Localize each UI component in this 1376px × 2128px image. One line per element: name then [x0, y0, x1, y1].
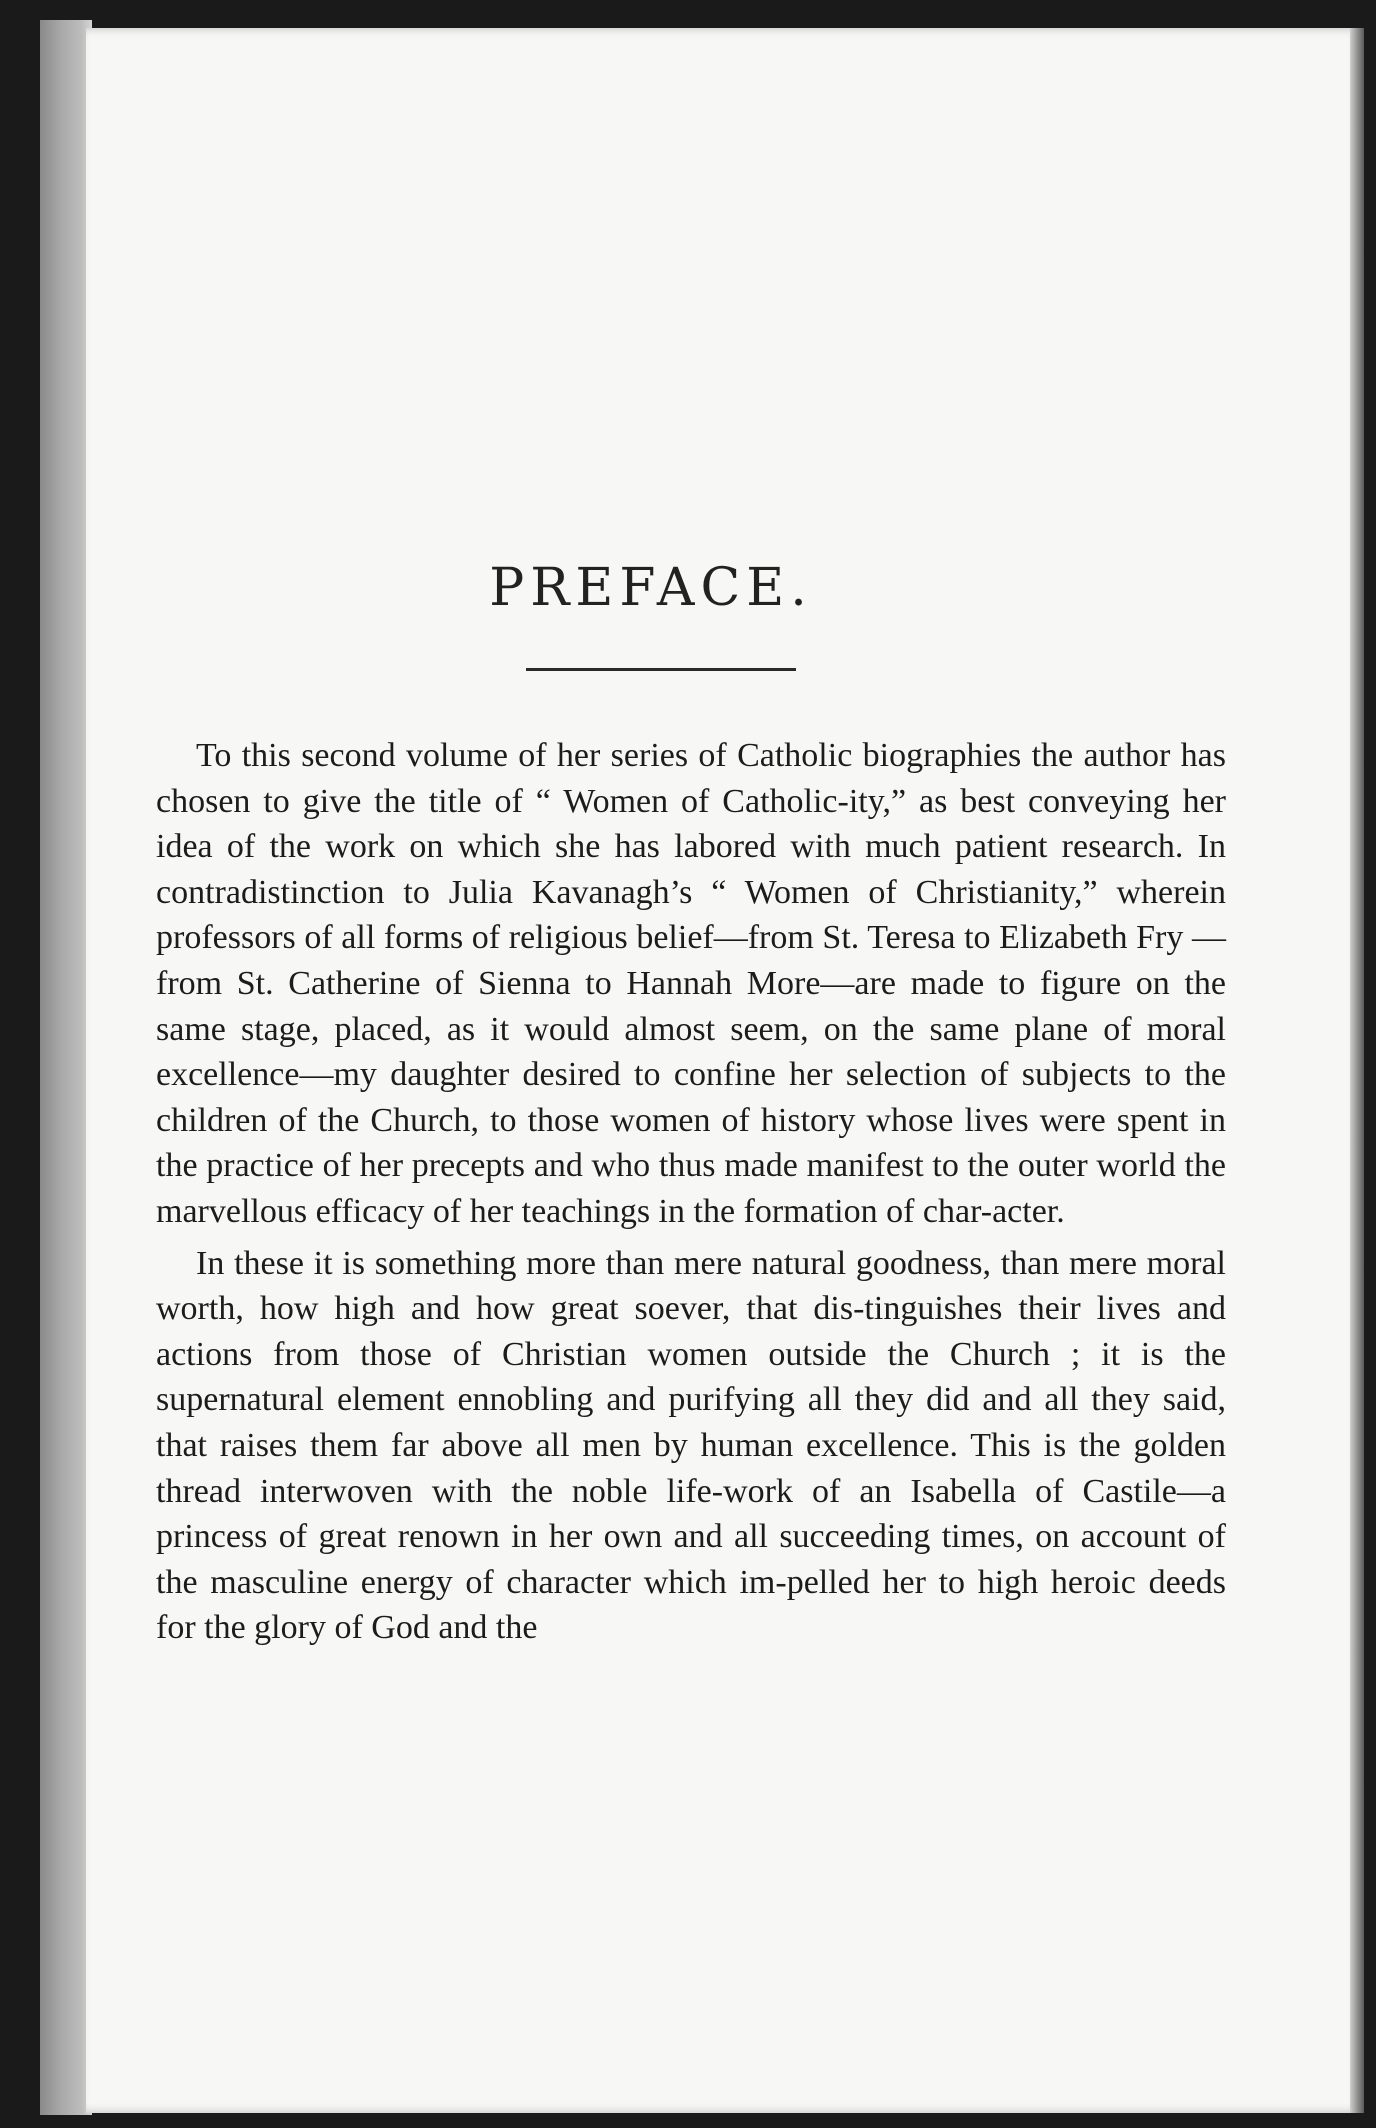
- title-divider: [526, 668, 796, 671]
- paragraph-1: To this second volume of her series of Catholic biographies the author has chosen to give the title of “ Women of Catholic-ity,” as best conveying her idea of the work on which she has labored with much patient research. In contradistinction to Julia Kavanagh’s “ Women of Christianity,” wherein professors of all forms of religious belief—from St. Teresa to Elizabeth Fry —from St. Catherine of Sienna to Hannah More—are made to figure on the same stage, placed, as it would almost seem, on the same plane of moral excellence—my daughter desired to confine her selection of subjects to the children of the Church, to those women of history whose lives were spent in the practice of her precepts and who thus made manifest to the outer world the marvellous efficacy of her teachings in the formation of char-acter.: [156, 737, 1226, 1230]
- page-edge-shadow: [1350, 28, 1364, 2113]
- preface-body: [156, 733, 1226, 1657]
- book-page: [86, 28, 1364, 2113]
- page-title: PREFACE.: [489, 558, 813, 618]
- book-spine: [40, 20, 92, 2115]
- paragraph-2: In these it is something more than mere natural goodness, than mere moral worth, how high and how great soever, that dis-tinguishes their lives and actions from those of Christian women outside the Church ; it is the supernatural element ennobling and purifying all they did and all they said, that raises them far above all men by human excellence. This is the golden thread interwoven with the noble life-work of an Isabella of Castile—a princess of great renown in her own and all succeeding times, on account of the masculine energy of character which im-pelled her to high heroic deeds for the glory of God and the: [156, 1244, 1226, 1647]
